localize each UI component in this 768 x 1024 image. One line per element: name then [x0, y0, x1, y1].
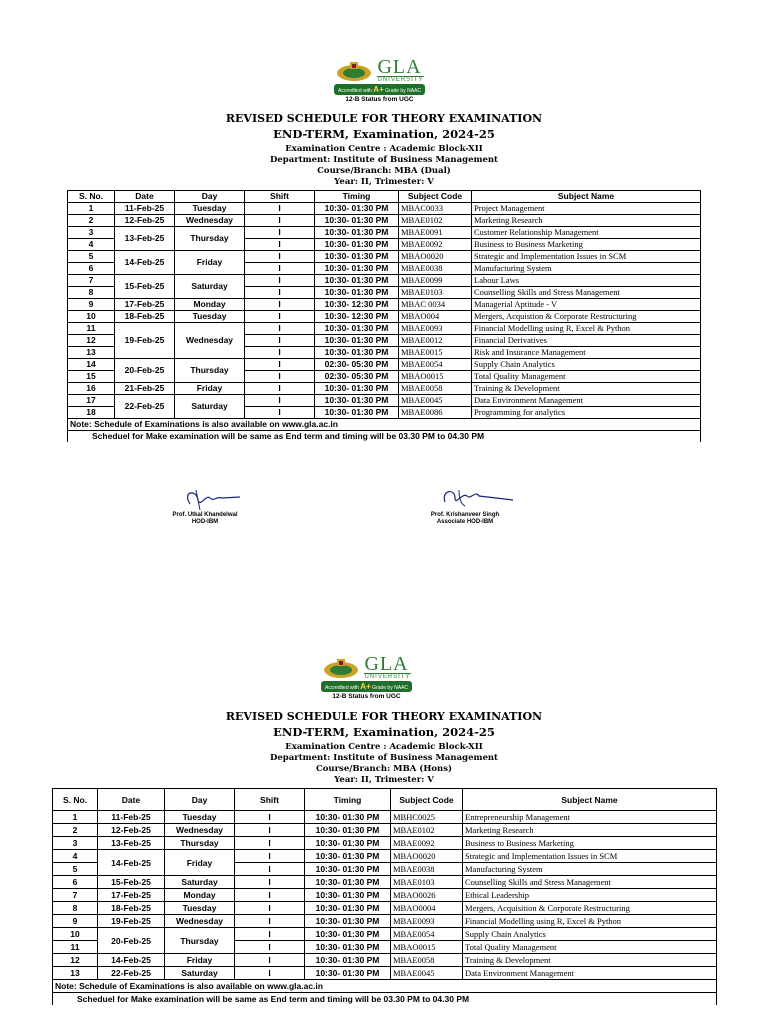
cell-subject-name: Total Quality Management [472, 371, 701, 383]
cell-subject-code: MBAE0091 [399, 227, 472, 239]
cell-day: Wednesday [175, 215, 245, 227]
page-title-2: REVISED SCHEDULE FOR THEORY EXAMINATION [225, 710, 543, 723]
cell-shift: I [235, 850, 305, 863]
cell-timing: 10:30- 01:30 PM [315, 347, 399, 359]
university-logo-2 [321, 655, 412, 700]
signature-mark-2 [415, 484, 515, 512]
cell-shift: I [245, 287, 315, 299]
signature-associate-hod: Prof. Krishanveer Singh Associate HOD-IBM [405, 484, 525, 526]
cell-sno: 11 [53, 941, 98, 954]
cell-subject-code: MBAO0020 [391, 850, 463, 863]
cell-date: 12-Feb-25 [115, 215, 175, 227]
cell-sno: 10 [53, 928, 98, 941]
cell-subject-code: MBAE0092 [399, 239, 472, 251]
cell-subject-code: MBHC0025 [391, 811, 463, 824]
department: Department: Institute of Business Management [270, 155, 498, 165]
cell-subject-name: Entrepreneurship Management [463, 811, 717, 824]
cell-subject-name: Project Management [472, 203, 701, 215]
cell-sno: 7 [53, 889, 98, 902]
cell-date: 12-Feb-25 [98, 824, 165, 837]
signature-hod: Prof. Utkal Khandelwal HOD-IBM [150, 484, 260, 526]
cell-day: Thursday [175, 227, 245, 251]
table-row [68, 359, 701, 371]
cell-subject-code: MBAE0092 [391, 837, 463, 850]
cell-day: Thursday [165, 928, 235, 954]
cell-sno: 12 [53, 954, 98, 967]
cell-day: Tuesday [165, 811, 235, 824]
col-sno: S. No. [68, 191, 115, 203]
col-day: Day [175, 191, 245, 203]
page-title: REVISED SCHEDULE FOR THEORY EXAMINATION [225, 112, 543, 125]
cell-shift: I [245, 395, 315, 407]
cell-subject-name: Supply Chain Analytics [472, 359, 701, 371]
cell-sno: 8 [68, 287, 115, 299]
cell-timing: 10:30- 01:30 PM [305, 941, 391, 954]
cell-subject-name: Training & Development [472, 383, 701, 395]
cell-day: Saturday [175, 275, 245, 299]
table-header-row [53, 789, 717, 811]
cell-subject-code: MBAC0033 [399, 203, 472, 215]
page-subtitle: END-TERM, Examination, 2024-25 [273, 127, 495, 141]
cell-subject-code: MBAC 0034 [399, 299, 472, 311]
cell-timing: 10:30- 12:30 PM [315, 311, 399, 323]
cell-subject-code: MBAO0004 [391, 902, 463, 915]
cell-subject-name: Counselling Skills and Stress Management [472, 287, 701, 299]
cell-subject-name: Data Environment Management [472, 395, 701, 407]
cell-subject-name: Risk and Insurance Management [472, 347, 701, 359]
ugc-status: 12-B Status from UGC [345, 96, 414, 103]
cell-date: 20-Feb-25 [115, 359, 175, 383]
cell-subject-name: Strategic and Implementation Issues in SCM [472, 251, 701, 263]
table-row [53, 954, 717, 967]
cell-subject-code: MBAO0015 [391, 941, 463, 954]
table-row [68, 251, 701, 263]
naac-badge: Accredited with A+ Grade by NAAC [334, 84, 425, 95]
makeup-row [68, 431, 701, 443]
cell-subject-code: MBAE0045 [399, 395, 472, 407]
cell-shift: I [235, 915, 305, 928]
cell-subject-code: MBAE0045 [391, 967, 463, 980]
cell-day: Friday [175, 251, 245, 275]
cell-timing: 10:30- 01:30 PM [305, 850, 391, 863]
cell-subject-code: MBAE0093 [391, 915, 463, 928]
cell-shift: I [245, 359, 315, 371]
crest-icon [335, 59, 373, 83]
table-row [53, 850, 717, 863]
cell-date: 13-Feb-25 [98, 837, 165, 850]
cell-subject-name: Total Quality Management [463, 941, 717, 954]
cell-subject-name: Training & Development [463, 954, 717, 967]
crest-icon [322, 656, 360, 680]
cell-day: Tuesday [165, 902, 235, 915]
cell-subject-code: MBAE0015 [399, 347, 472, 359]
col-subject-name: Subject Name [463, 789, 717, 811]
cell-date: 19-Feb-25 [115, 323, 175, 359]
logo-subtext: UNIVERSITY [377, 77, 424, 83]
cell-timing: 10:30- 01:30 PM [315, 383, 399, 395]
naac-badge: Accredited with A+ Grade by NAAC [321, 681, 412, 692]
cell-date: 15-Feb-25 [115, 275, 175, 299]
cell-shift: I [245, 335, 315, 347]
cell-shift: I [235, 928, 305, 941]
cell-day: Friday [175, 383, 245, 395]
cell-shift: I [245, 239, 315, 251]
logo-text: GLA [364, 653, 409, 675]
cell-day: Thursday [165, 837, 235, 850]
cell-day: Friday [165, 954, 235, 967]
cell-sno: 17 [68, 395, 115, 407]
logo-subtext: UNIVERSITY [364, 674, 411, 680]
cell-sno: 4 [53, 850, 98, 863]
table-row [68, 275, 701, 287]
table-row [53, 811, 717, 824]
cell-subject-name: Financial Derivatives [472, 335, 701, 347]
cell-day: Monday [175, 299, 245, 311]
cell-date: 20-Feb-25 [98, 928, 165, 954]
cell-timing: 10:30- 01:30 PM [315, 239, 399, 251]
ugc-status: 12-B Status from UGC [332, 693, 401, 700]
cell-timing: 10:30- 01:30 PM [305, 889, 391, 902]
cell-sno: 7 [68, 275, 115, 287]
cell-shift: I [235, 954, 305, 967]
cell-day: Thursday [175, 359, 245, 383]
cell-sno: 9 [53, 915, 98, 928]
cell-subject-name: Manufacturing System [463, 863, 717, 876]
cell-subject-code: MBAO0026 [391, 889, 463, 902]
cell-timing: 10:30- 01:30 PM [305, 902, 391, 915]
cell-date: 14-Feb-25 [115, 251, 175, 275]
cell-date: 17-Feb-25 [98, 889, 165, 902]
cell-sno: 13 [68, 347, 115, 359]
cell-shift: I [235, 967, 305, 980]
schedule-note: Note: Schedule of Examinations is also available on www.gla.ac.in [68, 419, 701, 431]
col-subject-code: Subject Code [399, 191, 472, 203]
cell-subject-name: Mergers, Acquisition & Corporate Restructuring [463, 902, 717, 915]
col-date: Date [115, 191, 175, 203]
cell-date: 11-Feb-25 [98, 811, 165, 824]
cell-shift: I [235, 876, 305, 889]
cell-sno: 6 [68, 263, 115, 275]
cell-subject-name: Data Environment Management [463, 967, 717, 980]
cell-timing: 10:30- 01:30 PM [315, 215, 399, 227]
department-2: Department: Institute of Business Management [270, 753, 498, 763]
schedule-table-hons [52, 788, 717, 1005]
cell-sno: 9 [68, 299, 115, 311]
cell-subject-code: MBAE0086 [399, 407, 472, 419]
cell-subject-name: Business to Business Marketing [463, 837, 717, 850]
cell-timing: 10:30- 01:30 PM [315, 287, 399, 299]
table-row [53, 967, 717, 980]
cell-subject-code: MBAE0058 [391, 954, 463, 967]
table-row [68, 227, 701, 239]
col-day: Day [165, 789, 235, 811]
cell-sno: 10 [68, 311, 115, 323]
cell-sno: 15 [68, 371, 115, 383]
cell-sno: 3 [68, 227, 115, 239]
table-row [68, 215, 701, 227]
cell-shift: I [245, 263, 315, 275]
cell-sno: 4 [68, 239, 115, 251]
cell-timing: 10:30- 01:30 PM [315, 323, 399, 335]
cell-subject-name: Managerial Aptitude - V [472, 299, 701, 311]
exam-centre-2: Examination Centre : Academic Block-XII [285, 742, 483, 752]
table-row [68, 323, 701, 335]
cell-timing: 10:30- 01:30 PM [305, 824, 391, 837]
cell-subject-name: Business to Business Marketing [472, 239, 701, 251]
cell-subject-name: Counselling Skills and Stress Management [463, 876, 717, 889]
cell-day: Tuesday [175, 203, 245, 215]
cell-date: 22-Feb-25 [115, 395, 175, 419]
cell-shift: I [235, 837, 305, 850]
cell-date: 19-Feb-25 [98, 915, 165, 928]
table-header-row [68, 191, 701, 203]
note-row [53, 980, 717, 993]
cell-subject-name: Programming for analytics [472, 407, 701, 419]
exam-centre: Examination Centre : Academic Block-XII [285, 144, 483, 154]
table-row [53, 876, 717, 889]
cell-shift: I [245, 407, 315, 419]
cell-sno: 13 [53, 967, 98, 980]
university-logo [334, 58, 425, 103]
cell-shift: I [245, 371, 315, 383]
cell-date: 21-Feb-25 [115, 383, 175, 395]
cell-day: Wednesday [165, 915, 235, 928]
cell-subject-code: MBAE0038 [399, 263, 472, 275]
cell-date: 17-Feb-25 [115, 299, 175, 311]
year-trimester-2: Year: II, Trimester: V [334, 775, 434, 785]
cell-timing: 10:30- 01:30 PM [315, 275, 399, 287]
course-branch: Course/Branch: MBA (Dual) [317, 166, 451, 176]
col-shift: Shift [245, 191, 315, 203]
cell-sno: 12 [68, 335, 115, 347]
cell-day: Saturday [175, 395, 245, 419]
cell-subject-code: MBAE0103 [391, 876, 463, 889]
cell-day: Monday [165, 889, 235, 902]
col-subject-code: Subject Code [391, 789, 463, 811]
cell-subject-code: MBAE0054 [399, 359, 472, 371]
cell-date: 18-Feb-25 [98, 902, 165, 915]
table-row [53, 915, 717, 928]
cell-shift: I [245, 323, 315, 335]
year-trimester: Year: II, Trimester: V [334, 177, 434, 187]
cell-day: Wednesday [165, 824, 235, 837]
cell-sno: 5 [68, 251, 115, 263]
cell-subject-name: Customer Relationship Management [472, 227, 701, 239]
cell-subject-code: MBAE0093 [399, 323, 472, 335]
cell-subject-name: Labour Laws [472, 275, 701, 287]
table-row [53, 889, 717, 902]
schedule-note: Note: Schedule of Examinations is also available on www.gla.ac.in [53, 980, 717, 993]
cell-date: 18-Feb-25 [115, 311, 175, 323]
cell-date: 11-Feb-25 [115, 203, 175, 215]
cell-sno: 8 [53, 902, 98, 915]
table-row [68, 299, 701, 311]
cell-subject-code: MBAE0058 [399, 383, 472, 395]
cell-day: Saturday [165, 967, 235, 980]
cell-subject-name: Strategic and Implementation Issues in SCM [463, 850, 717, 863]
table-row [68, 395, 701, 407]
cell-day: Friday [165, 850, 235, 876]
cell-sno: 11 [68, 323, 115, 335]
cell-shift: I [245, 383, 315, 395]
note-row [68, 419, 701, 431]
cell-subject-code: MBAO0020 [399, 251, 472, 263]
table-row [53, 837, 717, 850]
cell-subject-code: MBAE0054 [391, 928, 463, 941]
cell-sno: 14 [68, 359, 115, 371]
table-row [53, 928, 717, 941]
cell-date: 22-Feb-25 [98, 967, 165, 980]
cell-shift: I [235, 941, 305, 954]
col-shift: Shift [235, 789, 305, 811]
table-row [68, 383, 701, 395]
makeup-exam-note: Scheduel for Make examination will be same as End term and timing will be 03.30 PM to 04.30 PM [68, 431, 701, 443]
cell-subject-name: Ethical Leadership [463, 889, 717, 902]
cell-timing: 10:30- 01:30 PM [305, 863, 391, 876]
cell-subject-code: MBAE0099 [399, 275, 472, 287]
cell-timing: 10:30- 01:30 PM [305, 967, 391, 980]
cell-shift: I [245, 311, 315, 323]
cell-subject-name: Marketing Research [463, 824, 717, 837]
schedule-table-dual [67, 190, 701, 442]
cell-shift: I [245, 227, 315, 239]
cell-subject-code: MBAE0102 [399, 215, 472, 227]
table-row [53, 824, 717, 837]
course-branch-2: Course/Branch: MBA (Hons) [315, 764, 453, 774]
cell-timing: 10:30- 12:30 PM [315, 299, 399, 311]
cell-day: Tuesday [175, 311, 245, 323]
cell-timing: 10:30- 01:30 PM [315, 335, 399, 347]
cell-subject-name: Mergers, Acquistion & Corporate Restructuring [472, 311, 701, 323]
cell-subject-code: MBAE0012 [399, 335, 472, 347]
logo-text: GLA [377, 56, 422, 78]
cell-sno: 16 [68, 383, 115, 395]
cell-day: Saturday [165, 876, 235, 889]
cell-shift: I [245, 203, 315, 215]
cell-shift: I [245, 299, 315, 311]
cell-subject-name: Financial Modelling using R, Excel & Python [472, 323, 701, 335]
signature-mark-1 [160, 484, 250, 512]
cell-shift: I [235, 824, 305, 837]
cell-timing: 10:30- 01:30 PM [305, 954, 391, 967]
cell-timing: 10:30- 01:30 PM [315, 251, 399, 263]
cell-sno: 3 [53, 837, 98, 850]
cell-shift: I [245, 251, 315, 263]
cell-timing: 10:30- 01:30 PM [305, 811, 391, 824]
cell-shift: I [245, 215, 315, 227]
cell-timing: 02:30- 05:30 PM [315, 359, 399, 371]
col-timing: Timing [305, 789, 391, 811]
cell-sno: 18 [68, 407, 115, 419]
cell-subject-code: MBAE0102 [391, 824, 463, 837]
cell-subject-code: MBAE0038 [391, 863, 463, 876]
makeup-exam-note: Scheduel for Make examination will be same as End term and timing will be 03.30 PM to 04.30 PM [53, 993, 717, 1006]
col-date: Date [98, 789, 165, 811]
cell-timing: 10:30- 01:30 PM [315, 227, 399, 239]
cell-subject-code: MBAE0103 [399, 287, 472, 299]
table-row [68, 311, 701, 323]
page-subtitle-2: END-TERM, Examination, 2024-25 [273, 725, 495, 739]
cell-date: 15-Feb-25 [98, 876, 165, 889]
cell-subject-code: MBAO0015 [399, 371, 472, 383]
cell-date: 14-Feb-25 [98, 850, 165, 876]
col-sno: S. No. [53, 789, 98, 811]
cell-timing: 10:30- 01:30 PM [305, 837, 391, 850]
cell-subject-name: Marketing Research [472, 215, 701, 227]
cell-shift: I [245, 275, 315, 287]
cell-sno: 2 [53, 824, 98, 837]
cell-subject-name: Financial Modelling using R, Excel & Python [463, 915, 717, 928]
cell-timing: 10:30- 01:30 PM [305, 915, 391, 928]
cell-timing: 10:30- 01:30 PM [305, 928, 391, 941]
makeup-row [53, 993, 717, 1006]
cell-shift: I [245, 347, 315, 359]
cell-date: 14-Feb-25 [98, 954, 165, 967]
cell-shift: I [235, 863, 305, 876]
table-row [53, 902, 717, 915]
table-row [68, 203, 701, 215]
cell-timing: 10:30- 01:30 PM [315, 263, 399, 275]
cell-timing: 10:30- 01:30 PM [315, 395, 399, 407]
col-subject-name: Subject Name [472, 191, 701, 203]
cell-sno: 2 [68, 215, 115, 227]
cell-subject-name: Manufacturing System [472, 263, 701, 275]
col-timing: Timing [315, 191, 399, 203]
cell-shift: I [235, 811, 305, 824]
cell-date: 13-Feb-25 [115, 227, 175, 251]
cell-sno: 5 [53, 863, 98, 876]
cell-timing: 10:30- 01:30 PM [315, 203, 399, 215]
cell-shift: I [235, 902, 305, 915]
cell-subject-code: MBAO004 [399, 311, 472, 323]
cell-timing: 02:30- 05:30 PM [315, 371, 399, 383]
cell-sno: 1 [68, 203, 115, 215]
cell-sno: 6 [53, 876, 98, 889]
cell-shift: I [235, 889, 305, 902]
cell-sno: 1 [53, 811, 98, 824]
cell-timing: 10:30- 01:30 PM [305, 876, 391, 889]
cell-timing: 10:30- 01:30 PM [315, 407, 399, 419]
cell-day: Wednesday [175, 323, 245, 359]
cell-subject-name: Supply Chain Analytics [463, 928, 717, 941]
